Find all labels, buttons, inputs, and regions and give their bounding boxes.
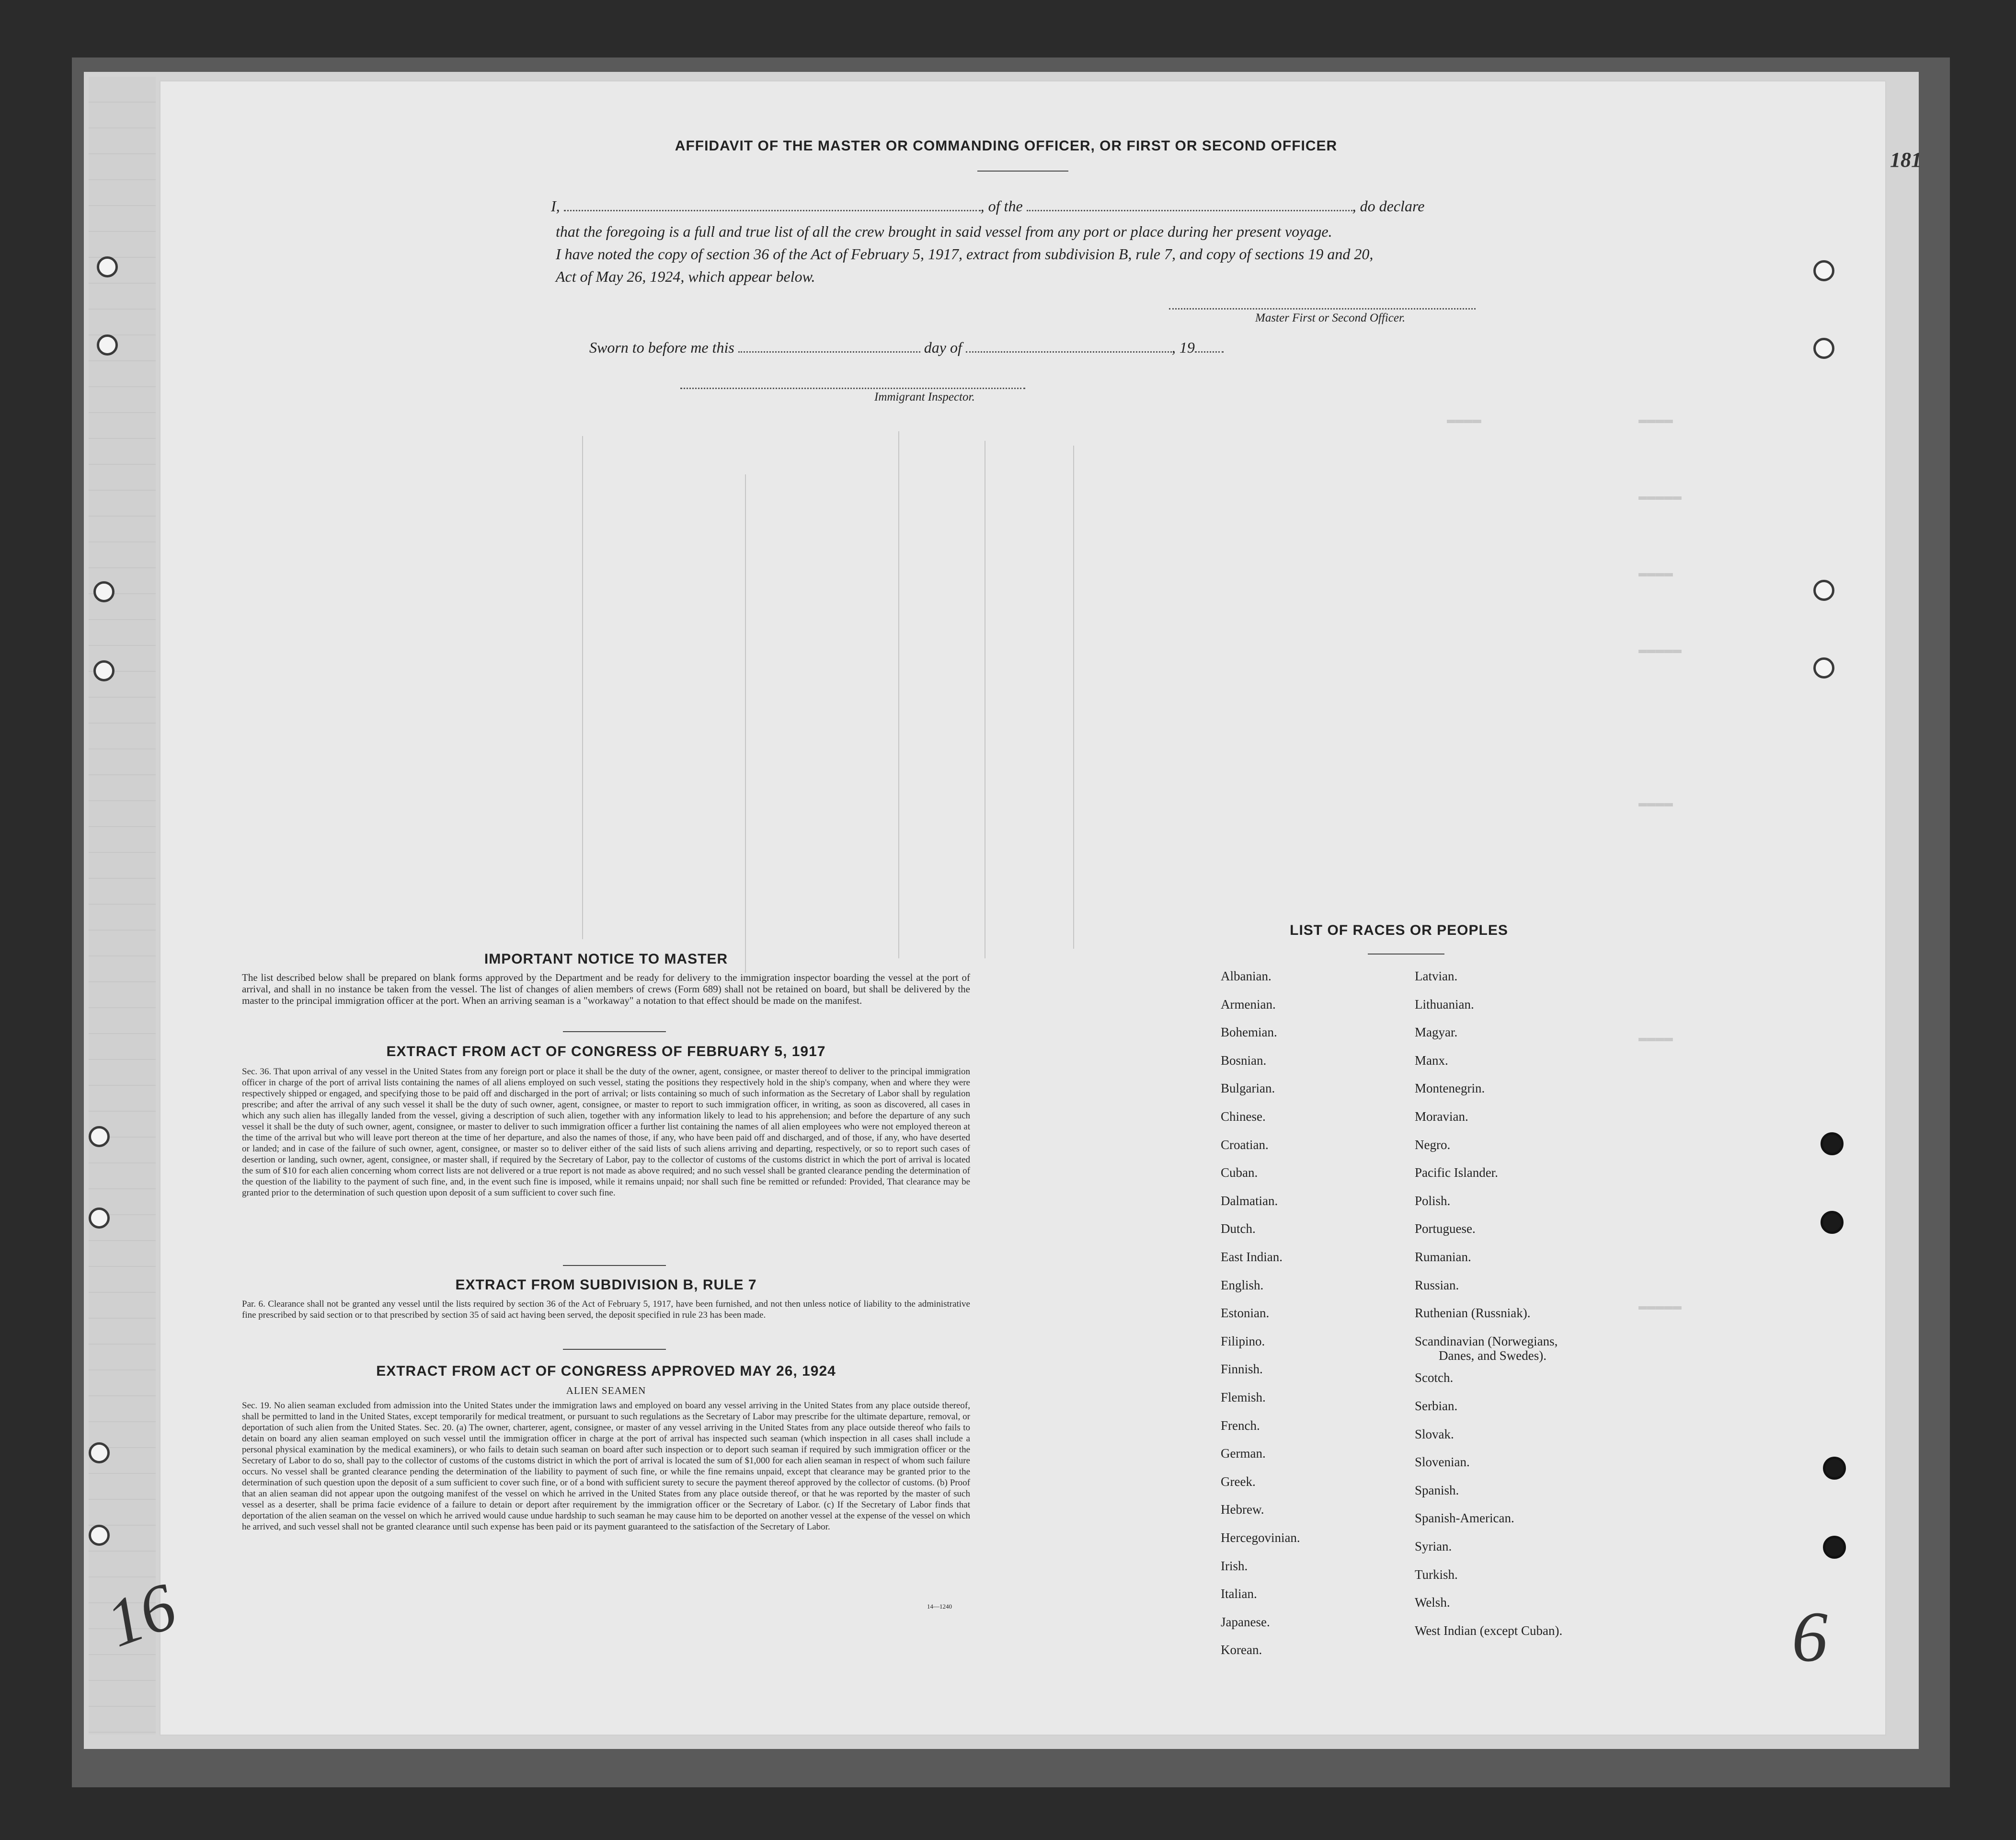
bleed-through-text: ▬▬▬▬ bbox=[1447, 412, 1482, 428]
bleed-through-text: ▬▬▬▬ bbox=[1638, 565, 1673, 582]
binder-hole bbox=[1813, 657, 1834, 678]
sworn-year-prefix: , 19 bbox=[1171, 339, 1195, 356]
race-item: Spanish-American. bbox=[1415, 1511, 1514, 1526]
binder-hole bbox=[1813, 580, 1834, 601]
notice-text: The list described below shall be prepared on blank forms approved by the Department and be ready for delivery to the immigration inspector boarding the vessel at the port of arrival, and shall in no instance be taken from the vessel. The list of changes of alien members of crews (Form 689) shall not be retained on board, but shall be delivered by the master to the principal immigration officer at the port. When an arriving seaman is a "workaway" a notation to that effect should be made on the manifest. bbox=[242, 972, 970, 1006]
section-rule bbox=[563, 1265, 666, 1266]
bleed-through-line bbox=[1073, 446, 1074, 949]
extract-1917-title: EXTRACT FROM ACT OF CONGRESS OF FEBRUARY 5, 1917 bbox=[386, 1044, 826, 1059]
race-item: Turkish. bbox=[1415, 1567, 1458, 1582]
page-number: 181 bbox=[1890, 148, 1922, 172]
race-item: Moravian. bbox=[1415, 1109, 1468, 1124]
section-rule bbox=[563, 1031, 666, 1032]
race-item: French. bbox=[1221, 1418, 1260, 1433]
binder-hole bbox=[1813, 338, 1834, 359]
affidavit-i: I, bbox=[551, 197, 560, 215]
race-item: Estonian. bbox=[1221, 1306, 1270, 1321]
binder-hole bbox=[89, 1525, 110, 1546]
extract-1917-text: Sec. 36. That upon arrival of any vessel in the United States from any foreign port or place it shall be the duty of the owner, agent, consignee, or master thereof to deliver to the principal immigration officer in charge of the port of arrival lists containing the names of all aliens employed on such vessel, stating the positions they respectively hold in the ship's company, when and where they were respectively shipped or engaged, and specifying those to be paid off and discharged in the port of arrival; or lists containing so much of such information as the Secretary of Labor shall by regulation prescribe; and after the arrival of any such vessel it shall be the duty of such owner, agent, consignee, or master to report to such immigration officer, in writing, as soon as discovered, all cases in which any such alien has illegally landed from the vessel, giving a description of such alien, together with any information likely to lead to his apprehension; and before the departure of any such vessel it shall be the duty of such owner, agent, consignee, or master to deliver to such immigration officer a further list containing the names of all alien employees who were not employed thereon at the time of the arrival but who will leave port thereon at the time of her departure, and also the names of those, if any, who have been paid off and discharged, and of those, if any, who have deserted or landed; and in case of the failure of such owner, agent, consignee, or master so to deliver either of the said lists of such aliens arriving and departing, respectively, or so to report such cases of desertion or landing, such owner, agent, consignee, or master shall, if required by the Secretary of Labor, pay to the collector of customs of the customs district in which the port of arrival is located the sum of $10 for each alien concerning whom correct lists are not delivered or a true report is not made as above required; and no such vessel shall be granted clearance pending the determination of the question of the liability to the payment of such fine, and, in the event such fine is imposed, while it remains unpaid; nor shall such fine be remitted or refunded: Provided, That clearance may be granted prior to the determination of such question upon deposit of a sum sufficient to cover such fine. bbox=[242, 1067, 970, 1198]
binder-hole bbox=[97, 256, 118, 277]
race-item: Rumanian. bbox=[1415, 1250, 1471, 1264]
race-item: Slovak. bbox=[1415, 1426, 1454, 1441]
binder-hole bbox=[1823, 1457, 1846, 1480]
race-item: Negro. bbox=[1415, 1137, 1451, 1152]
race-item: Croatian. bbox=[1221, 1137, 1269, 1152]
extract-1924-subtitle: ALIEN SEAMEN bbox=[566, 1385, 646, 1396]
binder-hole bbox=[93, 581, 115, 602]
declarant-vessel-field[interactable] bbox=[1027, 209, 1352, 211]
bleed-through-text: ▬▬▬▬ bbox=[1638, 1030, 1673, 1046]
race-item: Russian. bbox=[1415, 1277, 1459, 1292]
form-number: 14—1240 bbox=[927, 1603, 952, 1610]
race-item: Ruthenian (Russniak). bbox=[1415, 1306, 1531, 1321]
extract-1924-title: EXTRACT FROM ACT OF CONGRESS APPROVED MAY 26, 1924 bbox=[376, 1363, 836, 1379]
bleed-through-text: ▬▬▬▬ bbox=[1638, 795, 1673, 812]
affidavit-line4: Act of May 26, 1924, which appear below. bbox=[556, 268, 815, 285]
sworn-line bbox=[589, 335, 1500, 359]
binder-hole bbox=[89, 1126, 110, 1147]
race-item: Filipino. bbox=[1221, 1334, 1265, 1348]
race-item: Serbian. bbox=[1415, 1399, 1458, 1413]
extract-1924-text: Sec. 19. No alien seaman excluded from admission into the United States under the immigration laws and employed on board any vessel arriving in the United States from any place outside thereof, shall be permitted to land in the United States, except temporarily for medical treatment, or pursuant to such regulations as the Secretary of Labor may prescribe for the ultimate departure, removal, or deportation of such alien from the United States. Sec. 20. (a) The owner, charterer, agent, consignee, or master of any vessel arriving in the United States from any place outside thereof who fails to detain on board any alien seaman employed on such vessel until the immigration officer in charge at the port of arrival has inspected such seaman (which inspection in all cases shall include a personal physical examination by the medical examiners), or who fails to detain such seaman on board after such inspection or to deport such seaman if required by such immigration officer or the Secretary of Labor to do so, shall pay to the collector of customs of the customs district in which the port of arrival is located the sum of $1,000 for each alien seaman in respect of whom such failure occurs. No vessel shall be granted clearance pending the determination of the liability to payment of such fine, or while the fine remains unpaid, except that clearance may be granted prior to the determination of such question upon the deposit of a sum sufficient to cover such fine, or of a bond with sufficient surety to secure the payment thereof approved by the collector of customs. (b) Proof that an alien seaman did not appear upon the outgoing manifest of the vessel on which he arrived in the United States from any place outside thereof, or that he was reported by the master of such vessel as a deserter, shall be prima facie evidence of a failure to detain or deport after requirement by the immigration officer or the Secretary of Labor. (c) If the Secretary of Labor finds that deportation of the alien seaman on the vessel on which he arrived would cause undue hardship to such seaman he may cause him to be deported on another vessel at the expense of the vessel on which he arrived, and such vessel shall not be granted clearance until such expense has been paid or its payment guaranteed to the satisfaction of the Secretary of Labor. bbox=[242, 1401, 970, 1532]
race-item: Flemish. bbox=[1221, 1390, 1266, 1404]
race-item: Montenegrin. bbox=[1415, 1081, 1485, 1096]
affidavit-line3: I have noted the copy of section 36 of the Act of February 5, 1917, extract from subdivision B, rule 7, and copy of sections 19 and 20, bbox=[556, 245, 1374, 263]
sworn-day-of: day of bbox=[924, 339, 962, 356]
race-item: Hercegovinian. bbox=[1221, 1530, 1300, 1545]
section-rule bbox=[563, 1349, 666, 1350]
affidavit-title: AFFIDAVIT OF THE MASTER OR COMMANDING OFFICER, OR FIRST OR SECOND OFFICER bbox=[675, 138, 1338, 154]
sworn-day-field[interactable] bbox=[738, 351, 920, 353]
race-item: Polish. bbox=[1415, 1193, 1451, 1208]
notice-title: IMPORTANT NOTICE TO MASTER bbox=[484, 951, 728, 967]
race-item: English. bbox=[1221, 1277, 1264, 1292]
race-item: Japanese. bbox=[1221, 1614, 1270, 1629]
binding-margin bbox=[89, 77, 156, 1735]
bleed-through-text: ▬▬▬▬▬ bbox=[1638, 1299, 1682, 1315]
extract-rule7-title: EXTRACT FROM SUBDIVISION B, RULE 7 bbox=[455, 1277, 757, 1293]
bleed-through-text: ▬▬▬▬▬ bbox=[1638, 489, 1682, 505]
race-item: Dalmatian. bbox=[1221, 1193, 1278, 1208]
race-item: German. bbox=[1221, 1446, 1266, 1461]
race-item: Welsh. bbox=[1415, 1595, 1450, 1610]
race-item-continued: Danes, and Swedes). bbox=[1439, 1348, 1546, 1363]
inspector-signature-field[interactable] bbox=[680, 387, 1025, 389]
race-item: Chinese. bbox=[1221, 1109, 1266, 1124]
binder-hole bbox=[1823, 1536, 1846, 1559]
handwritten-sixteen: 16 bbox=[97, 1568, 186, 1662]
race-item: West Indian (except Cuban). bbox=[1415, 1623, 1563, 1638]
race-item: Italian. bbox=[1221, 1587, 1257, 1601]
binder-hole bbox=[93, 660, 115, 681]
bleed-through-line bbox=[898, 431, 899, 958]
race-item: East Indian. bbox=[1221, 1250, 1283, 1264]
race-item: Manx. bbox=[1415, 1053, 1448, 1068]
title-rule bbox=[977, 171, 1068, 172]
race-item: Magyar. bbox=[1415, 1025, 1458, 1040]
race-item: Scotch. bbox=[1415, 1370, 1454, 1385]
race-item: Hebrew. bbox=[1221, 1502, 1264, 1517]
bleed-through-text: ▬▬▬▬▬ bbox=[1638, 642, 1682, 658]
race-item: Bulgarian. bbox=[1221, 1081, 1275, 1096]
sworn-year-field[interactable] bbox=[1195, 351, 1224, 353]
inspector-caption: Immigrant Inspector. bbox=[874, 391, 975, 403]
bleed-through-text: ▬▬▬▬ bbox=[1638, 412, 1673, 428]
race-item: Bohemian. bbox=[1221, 1025, 1277, 1040]
binder-hole bbox=[1821, 1132, 1844, 1155]
affidavit-line2: that the foregoing is a full and true list of all the crew brought in said vessel from any port or place during her present voyage. bbox=[556, 223, 1332, 240]
binder-hole bbox=[89, 1208, 110, 1229]
master-signature-field[interactable] bbox=[1169, 308, 1476, 310]
race-item: Finnish. bbox=[1221, 1362, 1263, 1377]
race-item: Syrian. bbox=[1415, 1539, 1452, 1553]
race-item: Korean. bbox=[1221, 1643, 1262, 1657]
races-title: LIST OF RACES OR PEOPLES bbox=[1290, 922, 1508, 938]
race-item: Scandinavian (Norwegians, bbox=[1415, 1334, 1558, 1348]
binder-hole bbox=[1813, 260, 1834, 281]
race-item: Bosnian. bbox=[1221, 1053, 1267, 1068]
race-item: Greek. bbox=[1221, 1474, 1256, 1489]
affidavit-do-declare: , do declare bbox=[1352, 197, 1425, 215]
binder-hole bbox=[97, 334, 118, 356]
sworn-prefix: Sworn to before me this bbox=[589, 339, 734, 356]
affidavit-line1 bbox=[551, 194, 1509, 218]
race-item: Armenian. bbox=[1221, 997, 1276, 1012]
bleed-through-line bbox=[745, 474, 746, 973]
race-item: Latvian. bbox=[1415, 969, 1458, 983]
affidavit-of-the: , of the bbox=[980, 197, 1023, 215]
race-item: Pacific Islander. bbox=[1415, 1165, 1498, 1180]
binder-hole bbox=[1821, 1211, 1844, 1234]
race-item: Slovenian. bbox=[1415, 1455, 1470, 1470]
race-item: Irish. bbox=[1221, 1558, 1248, 1573]
race-item: Spanish. bbox=[1415, 1483, 1459, 1497]
extract-rule7-text: Par. 6. Clearance shall not be granted any vessel until the lists required by section 36 of the Act of February 5, 1917, have been furnished, and not then unless notice of liability to the administrative fine prescribed by said section or to that prescribed by section 35 of said act having been served, the deposit specified in rule 23 has been made. bbox=[242, 1299, 970, 1320]
race-item: Dutch. bbox=[1221, 1221, 1256, 1236]
declarant-name-field[interactable] bbox=[564, 209, 981, 211]
race-item: Lithuanian. bbox=[1415, 997, 1474, 1012]
handwritten-six: 6 bbox=[1792, 1597, 1828, 1677]
bleed-through-line bbox=[582, 436, 583, 939]
race-item: Cuban. bbox=[1221, 1165, 1258, 1180]
sworn-month-field[interactable] bbox=[966, 351, 1172, 353]
binder-hole bbox=[89, 1442, 110, 1463]
race-item: Portuguese. bbox=[1415, 1221, 1476, 1236]
master-caption: Master First or Second Officer. bbox=[1255, 311, 1406, 324]
race-item: Albanian. bbox=[1221, 969, 1271, 983]
